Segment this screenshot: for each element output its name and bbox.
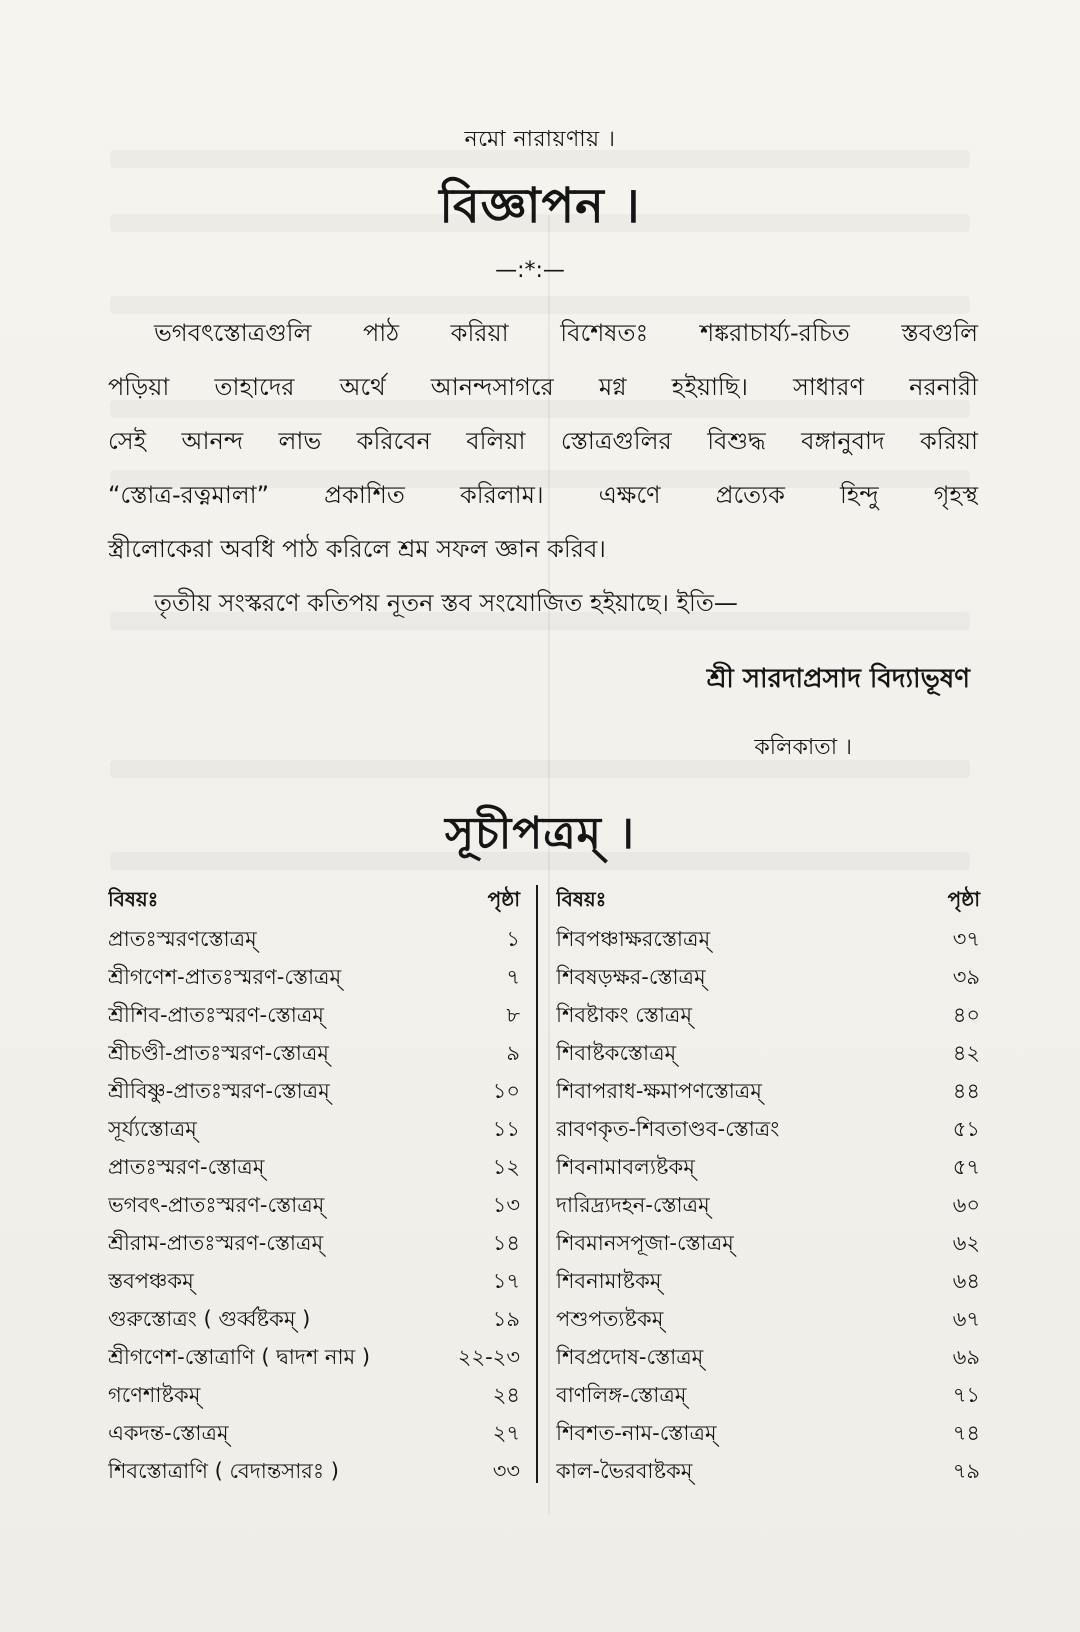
notice-line: স্ত্রীলোকেরা অবধি পাঠ করিলে শ্রম সফল জ্ঞান করিব। (108, 535, 606, 563)
entry-page: ৬৭ (952, 1307, 980, 1331)
notice-line: সেই আনন্দ লাভ করিবেন বলিয়া স্তোত্রগুলির বিশুদ্ধ বঙ্গানুবাদ করিয়া (108, 427, 978, 455)
entry-page: ৬৪ (952, 1269, 980, 1293)
toc-entry (108, 1075, 520, 1113)
subject-header: বিষয়ঃ (108, 887, 159, 911)
entry-title: শ্রীরাম-প্রাতঃস্মরণ-স্তোত্রম্ (108, 1231, 324, 1255)
entry-title: বাণলিঙ্গ-স্তোত্রম্ (556, 1383, 687, 1407)
entry-page: ১১ (492, 1117, 520, 1141)
entry-title: ভগবৎ-প্রাতঃস্মরণ-স্তোত্রম্ (108, 1193, 325, 1217)
entry-title: প্রাতঃস্মরণ-স্তোত্রম্ (108, 1155, 265, 1179)
table-of-contents (108, 885, 980, 1485)
column-divider (536, 885, 538, 1483)
entry-page: ৮ (506, 1003, 520, 1027)
toc-right-column (556, 885, 980, 1493)
notice-line: পড়িয়া তাহাদের অর্থে আনন্দসাগরে মগ্ন হইয়াছি। সাধারণ নরনারী (108, 373, 978, 401)
entry-title: শিবপ্রদোষ-স্তোত্রম্ (556, 1345, 704, 1369)
toc-entry (108, 1113, 520, 1151)
entry-page: ১৯ (492, 1307, 520, 1331)
entry-page: ১৭ (492, 1269, 520, 1293)
entry-page: ৭ (506, 965, 520, 989)
toc-header-row (108, 885, 520, 923)
notice-line: ভগবৎস্তোত্রগুলি পাঠ করিয়া বিশেষতঃ শঙ্করাচার্য্য-রচিত স্তবগুলি (154, 319, 978, 347)
toc-entry (556, 1037, 980, 1075)
entry-title: শ্রীগণেশ-স্তোত্রাণি ( দ্বাদশ নাম ) (108, 1345, 371, 1369)
ornament-divider: —:*:— (495, 258, 565, 283)
toc-entry (556, 999, 980, 1037)
toc-entry (108, 1265, 520, 1303)
entry-title: শিবনামাষ্টকম্ (556, 1269, 662, 1293)
entry-page: ২৭ (492, 1421, 520, 1445)
toc-entry (108, 1341, 520, 1379)
toc-entry (108, 1151, 520, 1189)
entry-title: প্রাতঃস্মরণস্তোত্রম্ (108, 927, 257, 951)
entry-page: ২৪ (492, 1383, 520, 1407)
notice-heading: বিজ্ঞাপন । (439, 178, 641, 234)
notice-body (108, 306, 978, 630)
entry-page: ৭৯ (952, 1459, 980, 1483)
entry-page: ১ (506, 927, 520, 951)
toc-entry (556, 923, 980, 961)
toc-entry (108, 999, 520, 1037)
entry-page: ৪২ (952, 1041, 980, 1065)
entry-title: শিবষড়ক্ষর-স্তোত্রম্ (556, 965, 706, 989)
entry-title: গণেশাষ্টকম্ (108, 1383, 201, 1407)
entry-page: ২২-২৩ (457, 1345, 520, 1369)
entry-title: দারিদ্র্যদহন-স্তোত্রম্ (556, 1193, 710, 1217)
entry-title: শিবষ্টাকং স্তোত্রম্ (556, 1003, 693, 1027)
entry-title: একদন্ত-স্তোত্রম্ (108, 1421, 229, 1445)
entry-title: শিবাপরাধ-ক্ষমাপণস্তোত্রম্ (556, 1079, 762, 1103)
author-name: শ্রী সারদাপ্রসাদ বিদ্যাভূষণ (706, 664, 970, 694)
entry-page: ১৩ (492, 1193, 520, 1217)
entry-page: ৭১ (952, 1383, 980, 1407)
entry-title: শিবাষ্টকস্তোত্রম্ (556, 1041, 677, 1065)
toc-entry (556, 1151, 980, 1189)
entry-title: রাবণকৃত-শিবতাণ্ডব-স্তোত্রং (556, 1117, 780, 1141)
toc-entry (556, 1303, 980, 1341)
toc-entry (108, 1227, 520, 1265)
toc-entry (556, 961, 980, 999)
notice-line: তৃতীয় সংস্করণে কতিপয় নূতন স্তব সংযোজিত হইয়াছে। ইতি— (154, 589, 738, 617)
subject-header: বিষয়ঃ (556, 887, 607, 911)
toc-entry (108, 1189, 520, 1227)
entry-title: শিবশত-নাম-স্তোত্রম্ (556, 1421, 717, 1445)
entry-title: গুরুস্তোত্রং ( গুর্ব্বষ্টকম্ ) (108, 1307, 311, 1331)
entry-page: ৭৪ (952, 1421, 980, 1445)
entry-title: পশুপত্যষ্টকম্ (556, 1307, 664, 1331)
entry-title: শিবস্তোত্রাণি ( বেদান্তসারঃ ) (108, 1459, 339, 1483)
toc-entry (108, 961, 520, 999)
toc-entry (108, 1379, 520, 1417)
entry-title: শিবপঞ্চাক্ষরস্তোত্রম্ (556, 927, 711, 951)
page-header: পৃষ্ঠা (487, 887, 520, 911)
entry-page: ৫৭ (952, 1155, 980, 1179)
toc-entry (556, 1075, 980, 1113)
toc-entry (108, 923, 520, 961)
entry-page: ৯ (506, 1041, 520, 1065)
entry-page: ১৪ (492, 1231, 520, 1255)
entry-page: ১০ (492, 1079, 520, 1103)
toc-entry (108, 1455, 520, 1493)
entry-title: শ্রীবিষ্ণু-প্রাতঃস্মরণ-স্তোত্রম্ (108, 1079, 330, 1103)
entry-page: ৪০ (952, 1003, 980, 1027)
toc-left-column (108, 885, 520, 1493)
entry-title: শ্রীগণেশ-প্রাতঃস্মরণ-স্তোত্রম্ (108, 965, 342, 989)
toc-entry (556, 1113, 980, 1151)
entry-page: ১২ (492, 1155, 520, 1179)
entry-page: ৬২ (952, 1231, 980, 1255)
entry-page: ৬৯ (952, 1345, 980, 1369)
entry-page: ৩৩ (492, 1459, 520, 1483)
toc-header-row (556, 885, 980, 923)
toc-entry (108, 1303, 520, 1341)
toc-entry (108, 1417, 520, 1455)
entry-page: ৬০ (952, 1193, 980, 1217)
page-header: পৃষ্ঠা (947, 887, 980, 911)
entry-title: শিবমানসপূজা-স্তোত্রম্ (556, 1231, 734, 1255)
entry-title: শিবনামাবল্যষ্টকম্ (556, 1155, 695, 1179)
entry-title: কাল-ভৈরবাষ্টকম্ (556, 1459, 693, 1483)
entry-page: ৩৯ (952, 965, 980, 989)
entry-title: সূর্য্যস্তোত্রম্ (108, 1117, 197, 1141)
place-name: কলিকাতা । (754, 735, 852, 760)
toc-entry (556, 1265, 980, 1303)
invocation-line: নমো নারায়ণায় । (464, 127, 616, 152)
index-heading: সূচীপত্রম্ । (444, 808, 636, 859)
toc-entry (556, 1417, 980, 1455)
entry-title: শ্রীশিব-প্রাতঃস্মরণ-স্তোত্রম্ (108, 1003, 324, 1027)
toc-entry (556, 1227, 980, 1265)
toc-entry (556, 1341, 980, 1379)
notice-line: “স্তোত্র-রত্নমালা” প্রকাশিত করিলাম। এক্ষণে প্রত্যেক হিন্দু গৃহস্থ (108, 481, 978, 509)
entry-page: ৩৭ (952, 927, 980, 951)
toc-entry (108, 1037, 520, 1075)
toc-entry (556, 1189, 980, 1227)
entry-page: ৪৪ (952, 1079, 980, 1103)
entry-title: শ্রীচণ্ডী-প্রাতঃস্মরণ-স্তোত্রম্ (108, 1041, 329, 1065)
entry-title: স্তবপঞ্চকম্ (108, 1269, 194, 1293)
entry-page: ৫১ (952, 1117, 980, 1141)
toc-entry (556, 1379, 980, 1417)
toc-entry (556, 1455, 980, 1493)
